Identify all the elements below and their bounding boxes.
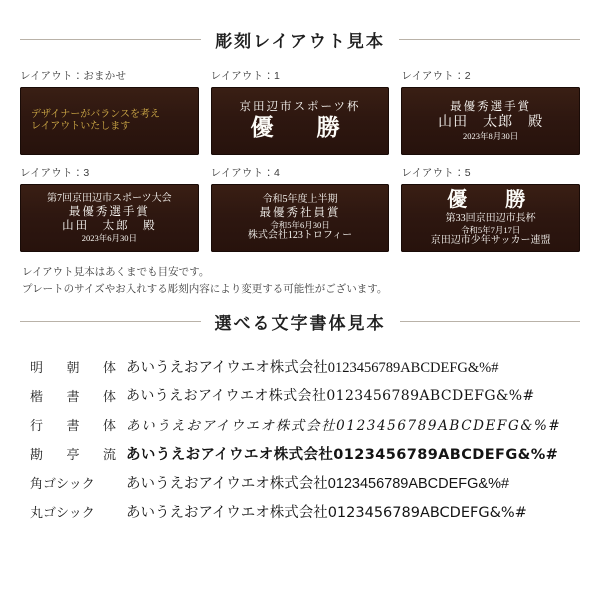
font-sample-row <box>30 439 570 468</box>
layout-sample-grid <box>16 68 584 252</box>
plate-text-line: 令和5年度上半期 <box>262 193 338 205</box>
layout-sample-cell <box>401 165 580 252</box>
layout-sample-label: レイアウト：3 <box>20 167 90 179</box>
layout-note: プレートのサイズやお入れする彫刻内容により変更する可能性がございます。 <box>22 283 388 296</box>
font-sample-row <box>30 468 570 497</box>
plate-text-line: 山田 太郎 殿 <box>62 219 157 232</box>
font-sample-title: 選べる文字書体見本 <box>214 313 386 333</box>
font-name-char: 流 <box>102 446 116 462</box>
layout-notes <box>16 264 584 299</box>
plate-text-line: 優 勝 <box>447 189 535 212</box>
font-name-char: 明 <box>30 359 44 375</box>
font-name-char: 書 <box>66 388 80 404</box>
heading-rule-left <box>20 321 201 322</box>
plate-text-line: 最優秀社員賞 <box>259 206 341 219</box>
layout-sample-cell <box>211 165 390 252</box>
font-name-label <box>30 357 126 376</box>
font-sample-text: あいうえおアイウエオ株式会社0123456789ABCDEFG&%# <box>126 446 559 463</box>
font-name-char: 体 <box>102 388 116 404</box>
font-sample-text: あいうえおアイウエオ株式会社0123456789ABCDEFG&%# <box>126 475 510 492</box>
plate-text-line: 最優秀選手賞 <box>450 101 532 114</box>
font-sample-row <box>30 410 570 439</box>
font-name-char: 勘 <box>30 446 44 462</box>
plate-text-line: 第7回京田辺市スポーツ大会 <box>47 192 172 204</box>
font-sample-heading <box>16 299 584 334</box>
engraving-plate-preview <box>211 184 390 252</box>
font-sample-text: あいうえおアイウエオ株式会社0123456789ABCDEFG&%# <box>126 388 535 405</box>
font-name-char: 朝 <box>66 359 80 375</box>
layout-sample-cell <box>20 165 199 252</box>
layout-sample-label: レイアウト：おまかせ <box>20 70 127 82</box>
plate-text-line: デザイナーがバランスを考え <box>31 108 160 120</box>
font-name-char: 丸ゴシック <box>30 504 95 520</box>
heading-rule-left <box>20 39 201 40</box>
heading-rule-right <box>400 321 581 322</box>
plate-text-line: 2023年8月30日 <box>463 131 519 142</box>
layout-sample-label: レイアウト：2 <box>401 70 471 82</box>
plate-text-line: 京田辺市少年サッカー連盟 <box>430 235 551 247</box>
font-name-char: 角ゴシック <box>30 475 95 491</box>
font-sample-list <box>16 352 584 526</box>
layout-sample-label: レイアウト：4 <box>210 167 281 179</box>
engraving-plate-preview <box>401 184 580 252</box>
engraving-plate-preview <box>20 87 199 155</box>
plate-text-line: 第33回京田辺市長杯 <box>445 212 536 224</box>
plate-text-line: レイアウトいたします <box>31 121 131 132</box>
font-sample-row <box>30 497 570 526</box>
plate-text-line: 山田 太郎 殿 <box>438 115 544 131</box>
font-name-char: 行 <box>30 417 44 433</box>
font-name-label <box>30 444 126 463</box>
plate-text-line: 株式会社123トロフィー <box>247 230 353 242</box>
font-name-label <box>30 473 126 492</box>
engraving-plate-preview <box>20 184 199 252</box>
layout-sample-cell <box>401 68 580 155</box>
layout-sample-label: レイアウト：5 <box>401 167 471 179</box>
plate-text-line: 京田辺市スポーツ杯 <box>239 100 361 113</box>
plate-text-line: 令和5年7月17日 <box>460 225 521 236</box>
plate-text-line: 最優秀選手賞 <box>68 205 150 218</box>
font-name-char: 体 <box>102 417 116 433</box>
layout-sample-cell <box>20 68 199 155</box>
plate-text-line: 令和5年6月30日 <box>270 219 330 230</box>
font-sample-text: あいうえおアイウエオ株式会社0123456789ABCDEFG&%# <box>126 504 527 521</box>
engraving-plate-preview <box>401 87 580 155</box>
font-name-label <box>30 502 126 521</box>
font-name-char: 楷 <box>30 388 44 404</box>
font-name-char: 書 <box>66 417 80 433</box>
font-sample-text: あいうえおアイウエオ株式会社0123456789ABCDEFG&%# <box>126 418 562 435</box>
engraving-layout-heading <box>16 0 584 52</box>
plate-text-line: 優 勝 <box>250 114 350 140</box>
layout-sample-cell <box>211 68 390 155</box>
font-name-label <box>30 415 126 434</box>
layout-note: レイアウト見本はあくまでも目安です。 <box>22 266 210 278</box>
engraving-plate-preview <box>211 87 390 155</box>
font-sample-text: あいうえおアイウエオ株式会社0123456789ABCDEFG&%# <box>126 359 499 376</box>
heading-rule-right <box>399 39 580 40</box>
plate-text-line: 2023年6月30日 <box>81 232 137 243</box>
font-name-label <box>30 386 126 405</box>
engraving-layout-title: 彫刻レイアウト見本 <box>215 32 385 51</box>
font-name-char: 亭 <box>66 446 80 462</box>
font-sample-row <box>30 352 570 381</box>
layout-sample-label: レイアウト：1 <box>210 70 281 82</box>
font-sample-row <box>30 381 570 410</box>
font-name-char: 体 <box>102 359 116 375</box>
